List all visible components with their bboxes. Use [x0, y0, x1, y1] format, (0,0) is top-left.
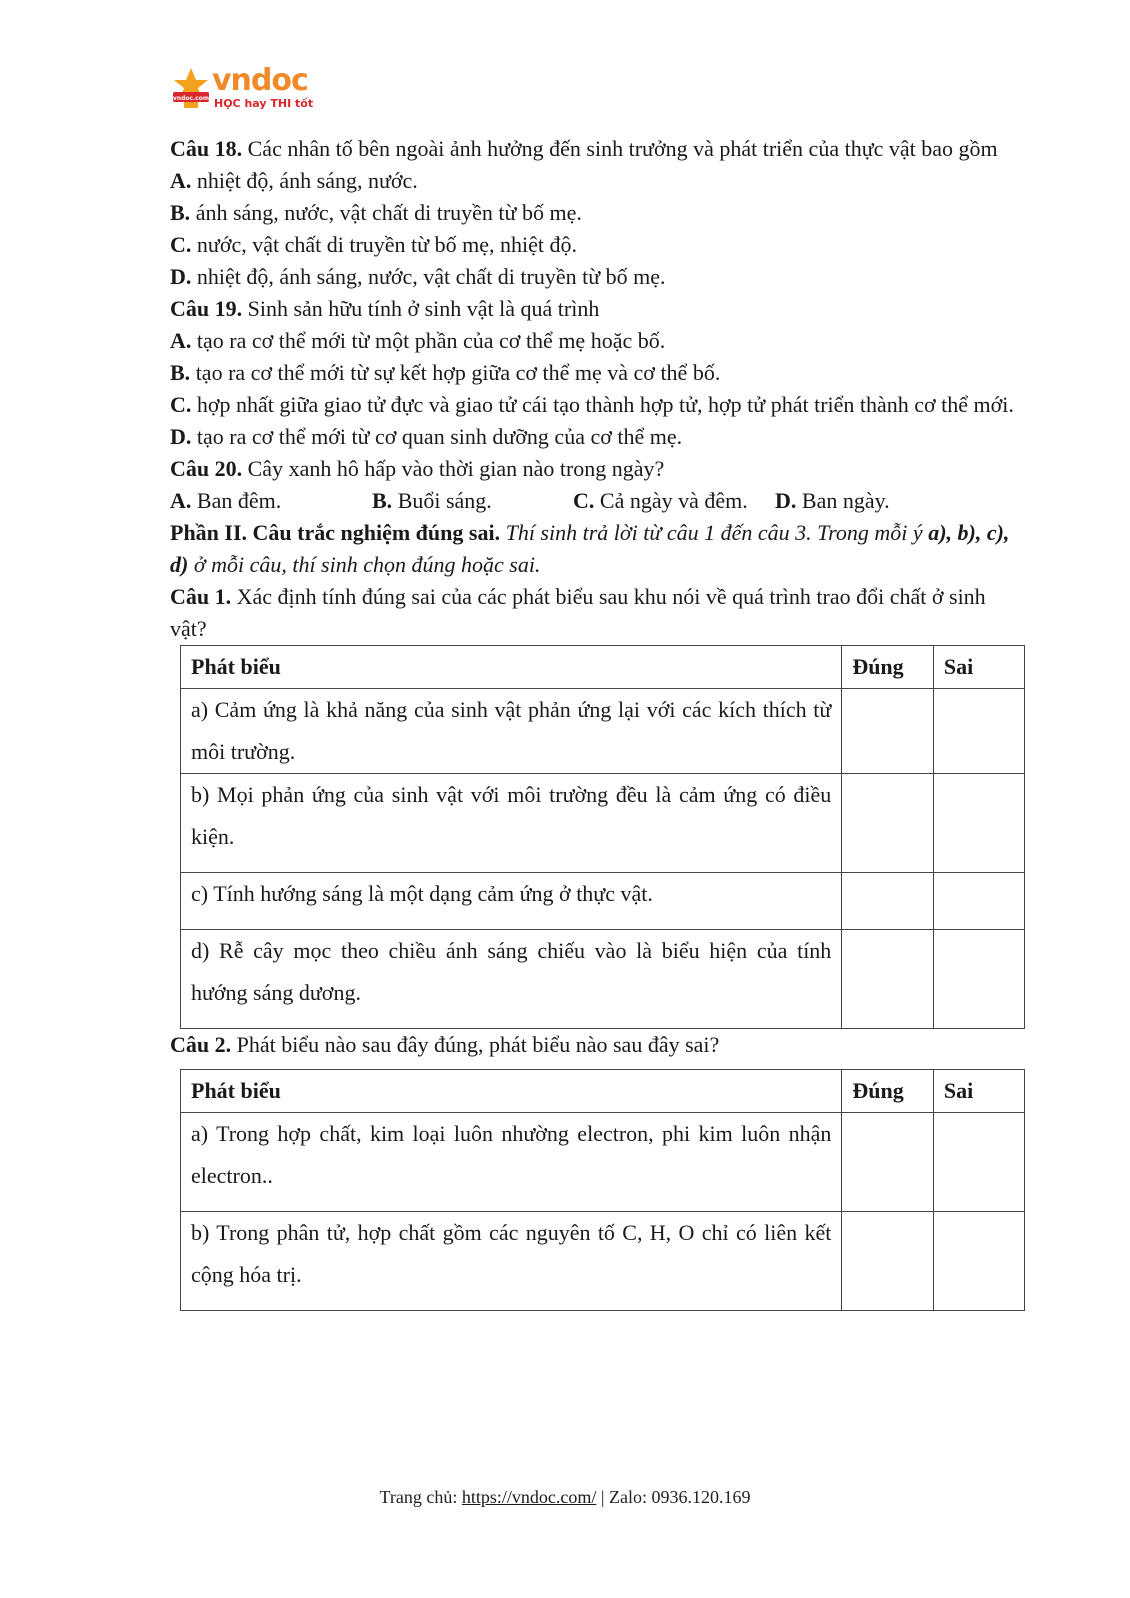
- option-a: A. nhiệt độ, ánh sáng, nước.: [170, 168, 418, 193]
- footer-prefix: Trang chủ:: [379, 1487, 462, 1507]
- question-20: [170, 453, 1025, 485]
- option-d: D. nhiệt độ, ánh sáng, nước, vật chất di truyền từ bố mẹ.: [170, 264, 666, 289]
- header-true: Đúng: [842, 646, 934, 689]
- question-text: Sinh sản hữu tính ở sinh vật là quá trình: [242, 296, 600, 321]
- option-c: C. Cả ngày và đêm.: [573, 488, 748, 513]
- option-d: D. Ban ngày.: [775, 488, 890, 513]
- option-b: B. ánh sáng, nước, vật chất di truyền từ bố mẹ.: [170, 200, 582, 225]
- vndoc-logo[interactable]: [170, 64, 320, 114]
- logo-wordmark: vndoc: [212, 63, 308, 98]
- table-row: [181, 689, 1025, 774]
- table-row: [181, 774, 1025, 873]
- statement-cell: b) Trong phân tử, hợp chất gồm các nguyên tố C, H, O chỉ có liên kết cộng hóa trị.: [181, 1212, 842, 1311]
- true-answer-cell[interactable]: [842, 1113, 934, 1212]
- statement-cell: c) Tính hướng sáng là một dạng cảm ứng ở thực vật.: [181, 873, 842, 930]
- statement-cell: d) Rễ cây mọc theo chiều ánh sáng chiếu vào là biểu hiện của tính hướng sáng dương.: [181, 930, 842, 1029]
- table-row: [181, 873, 1025, 930]
- true-answer-cell[interactable]: [842, 930, 934, 1029]
- question-19: [170, 293, 1025, 325]
- option-b: B. tạo ra cơ thể mới từ sự kết hợp giữa cơ thể mẹ và cơ thể bố.: [170, 360, 721, 385]
- true-answer-cell[interactable]: [842, 1212, 934, 1311]
- question-text: Xác định tính đúng sai của các phát biểu sau khu nói về quá trình trao đổi chất ở sinh vật?: [170, 584, 986, 641]
- part-2-heading: Phần II. Câu trắc nghiệm đúng sai. Thí sinh trả lời từ câu 1 đến câu 3. Trong mỗi ý a), b), c), d) ở mỗi câu, thí sinh chọn đúng hoặc sai.: [170, 520, 1010, 577]
- option-d: D. tạo ra cơ thể mới từ cơ quan sinh dưỡng của cơ thể mẹ.: [170, 424, 683, 449]
- header-false: Sai: [933, 1070, 1024, 1113]
- tf-table-1: [180, 645, 1025, 1029]
- question-label: Câu 20.: [170, 456, 243, 481]
- question-label: Câu 2.: [170, 1032, 232, 1057]
- question-label: Câu 19.: [170, 296, 243, 321]
- true-answer-cell[interactable]: [842, 774, 934, 873]
- table-header-row: [181, 646, 1025, 689]
- logo-tagline: HỌC hay THI tốt: [214, 97, 314, 110]
- question-text: Phát biểu nào sau đây đúng, phát biểu nào sau đây sai?: [231, 1032, 720, 1057]
- question-text: Cây xanh hô hấp vào thời gian nào trong ngày?: [242, 456, 665, 481]
- document-body: [170, 133, 1025, 1311]
- option-c: C. hợp nhất giữa giao tử đực và giao tử cái tạo thành hợp tử, hợp tử phát triển thành cơ thể mới.: [170, 392, 1014, 417]
- table-row: [181, 1113, 1025, 1212]
- logo-emblem-icon: [170, 66, 212, 110]
- tf-question-2: [170, 1029, 1025, 1061]
- false-answer-cell[interactable]: [933, 1113, 1024, 1212]
- footer-contact: | Zalo: 0936.120.169: [596, 1487, 751, 1507]
- options-row: [170, 485, 1025, 517]
- false-answer-cell[interactable]: [933, 774, 1024, 873]
- false-answer-cell[interactable]: [933, 930, 1024, 1029]
- option-a: A. Ban đêm.: [170, 488, 282, 513]
- question-label: Câu 18.: [170, 136, 243, 161]
- option-c: C. nước, vật chất di truyền từ bố mẹ, nhiệt độ.: [170, 232, 577, 257]
- homepage-link[interactable]: https://vndoc.com/: [461, 1487, 597, 1507]
- question-text: Các nhân tố bên ngoài ảnh hưởng đến sinh trưởng và phát triển của thực vật bao gồm: [242, 136, 998, 161]
- table-row: [181, 1212, 1025, 1311]
- false-answer-cell[interactable]: [933, 873, 1024, 930]
- true-answer-cell[interactable]: [842, 873, 934, 930]
- false-answer-cell[interactable]: [933, 689, 1024, 774]
- tf-table-2: [180, 1069, 1025, 1311]
- false-answer-cell[interactable]: [933, 1212, 1024, 1311]
- option-a: A. tạo ra cơ thể mới từ một phần của cơ thể mẹ hoặc bố.: [170, 328, 666, 353]
- option-b: B. Buổi sáng.: [372, 488, 492, 513]
- statement-cell: a) Trong hợp chất, kim loại luôn nhường electron, phi kim luôn nhận electron..: [181, 1113, 842, 1212]
- statement-cell: a) Cảm ứng là khả năng của sinh vật phản ứng lại với các kích thích từ môi trường.: [181, 689, 842, 774]
- header-true: Đúng: [842, 1070, 934, 1113]
- header-false: Sai: [933, 646, 1024, 689]
- question-label: Câu 1.: [170, 584, 232, 609]
- true-answer-cell[interactable]: [842, 689, 934, 774]
- statement-cell: b) Mọi phản ứng của sinh vật với môi trường đều là cảm ứng có điều kiện.: [181, 774, 842, 873]
- question-18: [170, 133, 1025, 165]
- table-header-row: [181, 1070, 1025, 1113]
- tf-question-1: [170, 581, 1025, 645]
- logo-badge-text: vndoc.com: [172, 95, 210, 102]
- table-row: [181, 930, 1025, 1029]
- header-statement: Phát biểu: [181, 1070, 842, 1113]
- page-footer: [0, 1486, 1130, 1508]
- header-statement: Phát biểu: [181, 646, 842, 689]
- part-title: Phần II. Câu trắc nghiệm đúng sai.: [170, 520, 501, 545]
